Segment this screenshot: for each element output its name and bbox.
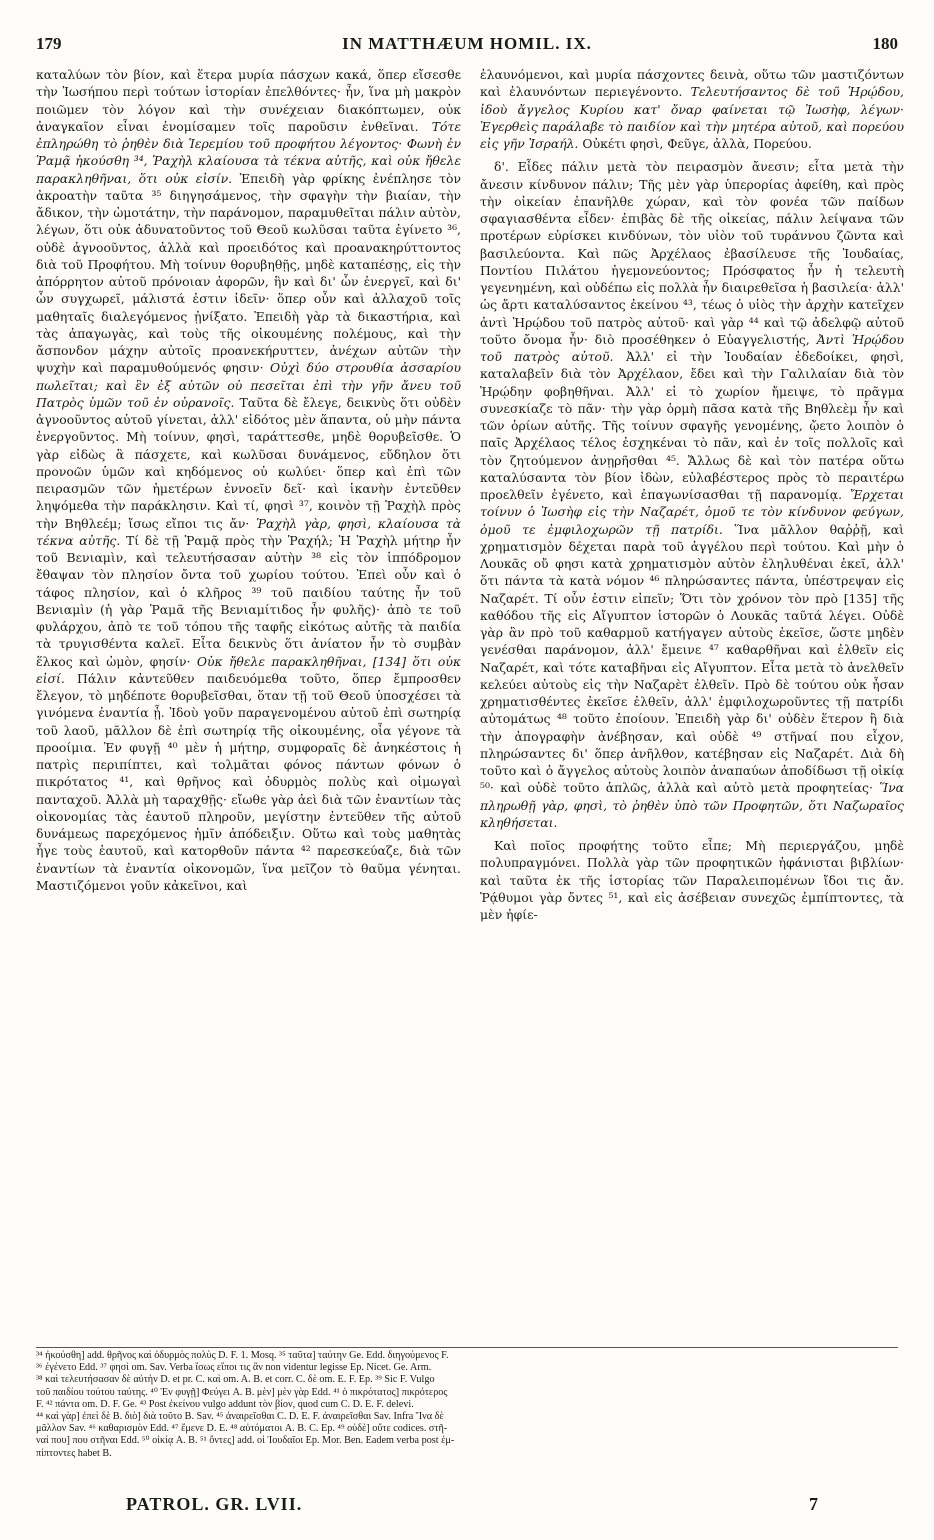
left-quote-1: Τότε ἐπληρώθη τὸ ῥηθὲν διὰ Ἱερεμίου τοῦ προφήτου λέγοντος· Φωνὴ ἐν Ῥαμᾷ ἠκούσθη ³⁴, Ῥαχὴλ κλαίουσα τὰ τέκνα αὐτῆς, καὶ οὐκ ἤθελε παρακληθῆναι, ὅτι οὐκ εἰσίν. <box>36 118 461 186</box>
footnote-line: ³⁶ ἐγένετο Edd. ³⁷ φησὶ om. Sav. Verba ἴσως εἴποι τις ἂν non videntur legisse Ep. Nicet. Ge. Arm. <box>36 1362 432 1374</box>
right-column <box>480 66 904 1206</box>
left-quote-3: Ῥαχὴλ γὰρ, φησὶ, κλαίουσα τὰ τέκνα αὐτῆς. <box>36 515 461 548</box>
right-quote-4: Ἵνα πληρωθῇ γὰρ, φησὶ, τὸ ῥηθὲν ὑπὸ τῶν Προφητῶν, ὅτι Ναζωραῖος κληθήσεται. <box>480 780 904 830</box>
right-quote-1: Τελευτήσαντος δὲ τοῦ Ἡρῴδου, ἰδοὺ ἄγγελος Κυρίου κατ' ὄναρ φαίνεται τῷ Ἰωσὴφ, λέγων· Ἐγερθεὶς παράλαβε τὸ παιδίον καὶ τὴν μητέρα αὐτοῦ, καὶ πορεύου εἰς γῆν Ἰσραήλ. <box>480 84 904 151</box>
footnote-line: ⁴⁴ καὶ γὰρ] ἐπεὶ δὲ B. διὸ] διὰ τοῦτο B. Sav. ⁴⁵ ἀναιρεῖσθαι C. D. E. F. ἀναιρεῖσθαι Sav. Infra Ἵνα δὲ <box>36 1411 444 1423</box>
footnotes <box>36 1350 898 1460</box>
left-paragraph <box>36 66 461 894</box>
right-text-1: ἐλαυνόμενοι, καὶ μυρία πάσχοντες δεινὰ, οὕτω τῶν μαστιζόντων καὶ ἐλαυνόντων περιεγένοντο. <box>480 67 904 100</box>
footnote-line: F. ⁴² πάντα om. D. F. Ge. ⁴³ Post ἐκείνου vulgo addunt τὸν βίον, quod cum C. D. E. F. delevi. <box>36 1398 414 1410</box>
footnote-line: ³⁸ καὶ τελευτήσασαν δὲ αὐτὴν D. et pr. C. καὶ om. A. B. et corr. C. δὲ om. E. F. Ep. ³⁹ Sic F. Vulgo <box>36 1374 435 1386</box>
left-text-1: καταλύων τὸν βίον, καὶ ἕτερα μυρία πάσχων κακά, ὅπερ εἴσεσθε τὴν Ἰωσήπου περὶ τούτων ἱστορίαν ἐπελθόντες· ἦν, ἵνα μὴ μακρὸν ποιῶμεν τὸν λόγον καὶ τὴν συνέχειαν διακόπτωμεν, οὐκ ἀναγκαῖον εἶναι ἐνομίσαμεν τοῖς παροῦσιν ἐνθεῖναι. <box>36 67 461 134</box>
right-quote-2: Ἀντὶ Ἡρῴδου τοῦ πατρὸς αὐτοῦ. <box>480 331 904 364</box>
left-quote-2: Οὐχὶ δύο στρουθία ἀσσαρίου πωλεῖται; καὶ ἓν ἐξ αὐτῶν οὐ πεσεῖται ἐπὶ τὴν γῆν ἄνευ τοῦ Πατρὸς ὑμῶν τοῦ ἐν οὐρανοῖς. <box>36 360 461 410</box>
footnote-line: τοῦ παιδίου τούτου ταύτης. ⁴⁰ Ἐν φυγῇ] Φεύγει A. B. μὲν] μὲν γὰρ Edd. ⁴¹ ὁ πικρότατος] πικρότερος <box>36 1386 448 1398</box>
running-header <box>36 34 898 58</box>
left-text-5: Πάλιν κἀντεῦθεν παιδευόμεθα τοῦτο, ὅπερ ἔμπροσθεν ἔλεγον, τὸ μηδέποτε θορυβεῖσθαι, ὅταν τῇ τοῦ Θεοῦ ὑποσχέσει τὰ γινόμενα ἐναντία ᾖ. Ἰδοὺ γοῦν παραγενομένου αὐτοῦ ἐπὶ σωτηρίᾳ τοῦ λαοῦ, μᾶλλον δὲ ἐπὶ σωτηρίᾳ τῆς οἰκουμένης, οἷα γέγονε τὰ προοίμια. Ἐν φυγῇ ⁴⁰ μὲν ἡ μήτηρ, συμφοραῖς δὲ ἀνηκέστοις ἡ πατρὶς περιπίπτει, καὶ τολμᾶται φόνος πάντων φόνων ὁ πικρότατος ⁴¹, καὶ θρῆνος καὶ ὀδυρμὸς πολὺς καὶ οἰμωγαὶ πανταχοῦ. Ἀλλὰ μὴ ταραχθῇς· εἴωθε γὰρ ἀεὶ διὰ τῶν ἐναντίων τὰς οἰκονομίας τὰς ἑαυτοῦ πληροῦν, μεγίστην ἐντεῦθεν τῆς αὐτοῦ δυνάμεως παρεχόμενος ἡμῖν ἀπόδειξιν. Οὕτω καὶ τοὺς μαθητὰς ἦγε τοὺς ἑαυτοῦ, καὶ κατορθοῦν πάντα ⁴² παρεσκεύαζε, διὰ τῶν ἐναντίων τὰ ἐναντία οἰκονομῶν, ἵνα μεῖζον τὸ θαῦμα γένηται. Μαστιζόμενοι γοῦν κἀκεῖνοι, καὶ <box>36 670 461 893</box>
left-column <box>36 66 461 1336</box>
right-paragraph-1 <box>480 66 904 152</box>
footnote-line: ναί που] που στῆναι Edd. ⁵⁰ οἰκίᾳ A. B. ⁵¹ ὄντες] add. οἱ Ἰουδαῖοι Ep. Mor. Ben. Eadem verba post ἐμ- <box>36 1435 455 1447</box>
running-title: IN MATTHÆUM HOMIL. IX. <box>342 34 592 53</box>
left-text-4: Τί δὲ τῇ Ῥαμᾷ πρὸς τὴν Ῥαχήλ; Ἡ Ῥαχὴλ μήτηρ ἦν τοῦ Βενιαμὶν, καὶ τελευτήσασαν αὐτὴν ³⁸ εἰς τὸν ἱππόδρομον ἔθαψαν τὸν πλησίον ὄντα τοῦ χωρίου τούτου. Ἐπεὶ οὖν καὶ ὁ τάφος πλησίον, καὶ ὁ κλῆρος ³⁹ τοῦ παιδίου ταύτης ἦν τοῦ Βενιαμὶν (ἡ γὰρ Ῥαμᾶ τῆς Βενιαμίτιδος ἦν φυλῆς)· ἀπὸ τε τοῦ φυλάρχου, ἀπὸ τε τοῦ τόπου τῆς ταφῆς εἰκότως αὐτῆς τὰ παιδία τὰ τρυγισθέντα καλεῖ. Εἶτα δεικνὺς ὅτι ἀνίατον ἦν τὸ συμβὰν ἕλκος καὶ ὠμὸν, φησίν· <box>36 532 461 669</box>
right-paragraph-3 <box>480 837 904 923</box>
footnote-line: ³⁴ ἠκούσθη] add. θρῆνος καὶ ὀδυρμὸς πολὺς D. F. 1. Mosq. ³⁵ ταῦτα] ταύτην Ge. Edd. διηγούμενος F. <box>36 1350 449 1361</box>
right-quote-3: Ἔρχεται τοίνυν ὁ Ἰωσὴφ εἰς τὴν Ναζαρέτ, ὁμοῦ τε τὸν κίνδυνον φεύγων, ὁμοῦ τε ἐμφιλοχωρῶν τῇ πατρίδι. <box>480 487 904 537</box>
left-quote-4: Οὐκ ἤθελε παρακληθῆναι, [134] ὅτι οὐκ εἰσί. <box>36 653 461 686</box>
right-paragraph-2 <box>480 158 904 831</box>
right-text-2: Οὐκέτι φησὶ, Φεῦγε, ἀλλὰ, Πορεύου. <box>582 136 812 151</box>
right-text-4: Ἀλλ' εἰ τὴν Ἰουδαίαν ἐδεδοίκει, φησὶ, καταλαβεῖν διὰ τὸν Ἀρχέλαον, ἔδει καὶ τὴν Γαλιλαίαν διὰ τὸν Ἡρῴδην φοβηθῆναι. Ἀλλ' εἰ τὸ χωρίον ἤμειψε, τὸ πρᾶγμα συνεσκίαζε τὸ πᾶν· τὴν γὰρ ὁρμὴ πᾶσα κατὰ τῆς Βηθλεὲμ ἦν καὶ τῶν ὁρίων αὐτῆς. Τῆς τοίνυν σφαγῆς γενομένης, ᾤετο λοιπὸν ὁ παῖς Ἀρχέλαος τέλος ἐσχηκέναι τὸ πᾶν, καὶ ἐν τοῖς πολλοῖς καὶ τὸν ζητούμενον ἀνῃρῆσθαι ⁴⁵. Ἄλλως δὲ καὶ τὸν πατέρα οὕτω καταλύσαντα τὸν βίον ἰδὼν, εὐλαβέστερος πρὸς τὸ περαιτέρω προελθεῖν ἐγένετο, καὶ ἐπαγωνίσασθαι τῇ παρανομίᾳ. <box>480 349 904 502</box>
page-number-right: 180 <box>872 34 898 53</box>
footnote-rule <box>36 1347 898 1348</box>
left-text-2: Ἐπειδὴ γὰρ φρίκης ἐνέπλησε τὸν ἀκροατὴν ταῦτα ³⁵ διηγησάμενος, τὴν σφαγὴν τὴν βιαίαν, τὴν ἄδικον, τὴν ὠμοτάτην, τὴν παράνομον, παραμυθεῖται πάλιν αὐτὸν, λέγων, ὅτι οὐκ ἀδυνατοῦντος τοῦ Θεοῦ κωλῦσαι ταῦτα ἐγίνετο ³⁶, οὐδὲ ἀγνοοῦντος, ἀλλὰ καὶ προειδότος καὶ προανακηρύττοντος διὰ τοῦ Προφήτου. Μὴ τοίνυν θορυβηθῇς, μηδὲ καταπέσῃς, εἰς τὴν ἀπόρρητον αὐτοῦ πρόνοιαν ἀφορῶν, ἣν καὶ δι' ὧν ἐνεργεῖ, καὶ δι' ὧν συγχωρεῖ, μάλιστά ἐστιν ἰδεῖν· ὅπερ οὖν καὶ ἀλλαχοῦ τοῖς μαθηταῖς διαλεγόμενος ᾐνίξατο. Ἐπειδὴ γὰρ τὰ δικαστήρια, καὶ τὰς ἀπαγωγὰς, καὶ τοὺς τῆς οἰκουμένης πολέμους, καὶ τὴν ἄσπονδον μάχην αὐτοῖς προανεκήρυττεν, ἀνέχων αὐτῶν τὴν ψυχὴν καὶ παραμυθούμενός φησιν· <box>36 170 461 376</box>
right-text-5: Ἵνα μᾶλλον θαῤῥῇ, καὶ χρηματισμὸν δέχεται παρὰ τοῦ ἀγγέλου περὶ τούτου. Καὶ μὴν ὁ Λουκᾶς οὔ φησι κατὰ χρηματισμὸν αὐτὸν ἐληλυθέναι ἐκεῖ, ἀλλ' ὅτι πάντα τὰ κατὰ νόμον ⁴⁶ πληρώσαντες πάντα, ὑπέστρεψαν εἰς Ναζαρέτ. Τί οὖν ἐστιν εἰπεῖν; Ὅτι τὸν χρόνον τὸν πρὸ [135] τῆς καθόδου τῆς εἰς Αἴγυπτον ἱστορῶν ὁ Λουκᾶς ταῦτά λέγει. Οὐδὲ γὰρ ἂν πρὸ τοῦ καθαρμοῦ κατήγαγεν αὐτοὺς ἐκεῖσε, ὥστε μηδὲν γενέσθαι παράνομον, ἀλλ' ἔμεινε ⁴⁷ καθαρθῆναι καὶ ἐλθεῖν εἰς Ναζαρέτ, καὶ τότε καταβῆναι εἰς Αἴγυπτον. Εἶτα μετὰ τὸ ἀνελθεῖν κελεύει αὐτοὺς εἰς τὴν Ναζαρὲτ ἐλθεῖν. Πρὸ δὲ τούτου οὐκ ἦσαν χρηματισθέντες ἐκεῖσε ἐλθεῖν, ἀλλ' ἐμφιλοχωροῦντες τῇ πατρίδι αὐτομάτως ⁴⁸ τοῦτο ἐποίουν. Ἐπειδὴ γὰρ δι' οὐδὲν ἕτερον ἢ διὰ τὴν ἀπογραφὴν ἀνέβησαν, καὶ οὐδὲ ⁴⁹ στῆναί που εἶχον, πληρώσαντες δι' ὅπερ ἀνῆλθον, κατέβησαν εἰς Ναζαρέτ. Διὰ δὴ τοῦτο καὶ ὁ ἄγγελος αὐτοὺς λοιπὸν ἀναπαύων ἀποδίδωσι τῇ οἰκίᾳ ⁵⁰· καὶ οὐδὲ τοῦτο ἁπλῶς, ἀλλὰ καὶ αὐτὸ μετὰ προφητείας· <box>480 521 904 796</box>
page-footer <box>36 1494 898 1522</box>
left-text-3: Ταῦτα δὲ ἔλεγε, δεικνὺς ὅτι οὐδὲν ἀγνοοῦντος αὐτοῦ γίνεται, ἀλλ' εἰδότος μὲν ἅπαντα, οὐ μὴν πάντα ἐνεργοῦντος. Μὴ τοίνυν, φησὶ, ταράττεσθε, μηδὲ θορυβεῖσθε. Ὁ γὰρ εἰδὼς ἃ πάσχετε, καὶ κωλῦσαι δυνάμενος, εὔδηλον ὅτι προνοῶν ὑμῶν καὶ κηδόμενος οὐ κωλύει· ὅπερ καὶ ἐπὶ τῶν πειρασμῶν τῶν ἡμετέρων ἐννοεῖν δεῖ· καὶ ἱκανὴν ἐντεῦθεν ληψόμεθα τὴν παράκλησιν. Καὶ τί, φησὶ ³⁷, κοινὸν τῇ Ῥαχὴλ πρὸς τὴν Βηθλεέμ; ἴσως εἴποι τις ἄν· <box>36 394 461 531</box>
footnote-line: πίπτοντες habet B. <box>36 1447 112 1459</box>
signature-mark: 7 <box>809 1494 818 1514</box>
page-number-left: 179 <box>36 34 62 53</box>
footnote-line: μᾶλλον Sav. ⁴⁶ καθαρισμὸν Edd. ⁴⁷ ἔμενε D. E. ⁴⁸ αὐτόματοι A. B. C. Ep. ⁴⁹ οὐδὲ] οὔτε codices. στῆ- <box>36 1423 448 1435</box>
right-text-6: Καὶ ποῖος προφήτης τοῦτο εἶπε; Μὴ περιεργάζου, μηδὲ πολυπραγμόνει. Πολλὰ γὰρ τῶν προφητικῶν ἠφάνισται βιβλίων· καὶ ταῦτα ἐκ τῆς ἱστορίας τῶν Παραλειπομένων ἴδοι τις ἄν. Ῥᾴθυμοι γὰρ ὄντες ⁵¹, καὶ εἰς ἀσέβειαν συνεχῶς ἐμπίπτοντες, τὰ μὲν ἠφίε- <box>480 838 904 922</box>
right-text-3: δ'. Εἶδες πάλιν μετὰ τὸν πειρασμὸν ἄνεσιν; εἶτα μετὰ τὴν ἄνεσιν κίνδυνον πάλιν; Τῆς μὲν γὰρ ὑπερορίας ἀφείθη, καὶ πρὸς τὴν οἰκείαν ἐπανῆλθε χώραν, καὶ τὸν φονέα τῶν παίδων σφαγιασθέντα εἶδεν· ἐπιβὰς δὲ τῆς οἰκείας, πάλιν λείψανα τῶν προτέρων εὑρίσκει κινδύνων, τὸν υἱὸν τοῦ τυράννου ζῶντα καὶ βασιλεύοντα. Καὶ πῶς Ἀρχέλαος ἐβασίλευσε τῆς Ἰουδαίας, Ποντίου Πιλάτου ἡγεμονεύοντος; Πρόσφατος ἦν ἡ τελευτὴ γεγενημένη, καὶ οὐδέπω εἰς πολλὰ ἦν διαιρεθεῖσα ἡ βασιλεία· ἀλλ' ὡς ἄρτι καταλύσαντος ἐκείνου ⁴³, τέως ὁ υἱὸς τὴν ἀρχὴν κατεῖχεν ἀντὶ Ἡρῴδου τοῦ πατρὸς αὐτοῦ· καὶ γὰρ ⁴⁴ καὶ τῷ ἀδελφῷ αὐτοῦ τοῦτο ὄνομα ἦν· διὸ προσέθηκεν ὁ Εὐαγγελιστής, <box>480 159 904 347</box>
series-label: PATROL. GR. LVII. <box>126 1494 303 1514</box>
